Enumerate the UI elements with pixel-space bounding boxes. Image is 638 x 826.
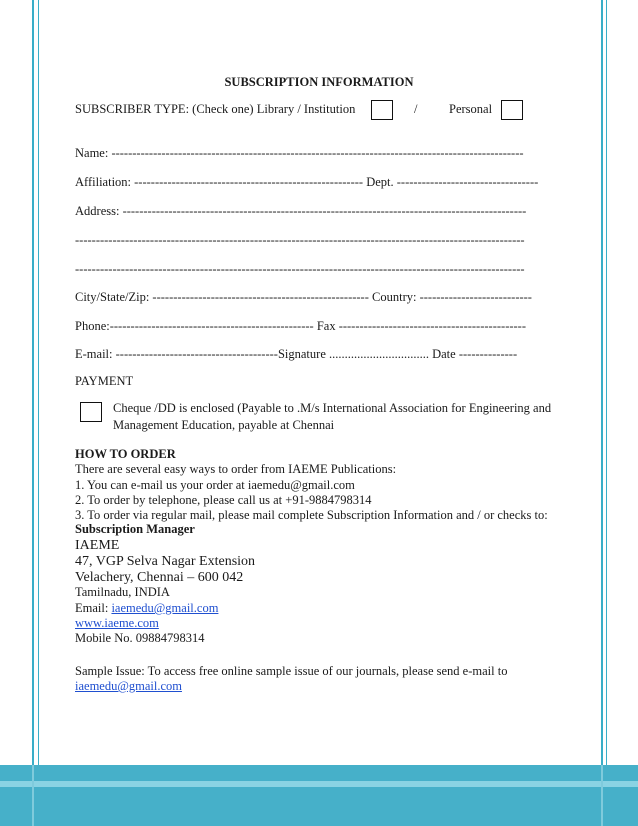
website-link[interactable]: www.iaeme.com [75,616,159,630]
city-country-field[interactable]: City/State/Zip: ---------------------------------------------------- Country: --------------------------- [75,290,532,304]
payment-line-1: Cheque /DD is enclosed (Payable to .M/s International Association for Engineering and [113,401,552,415]
phone-fax-field[interactable]: Phone:------------------------------------------------- Fax --------------------------------------------- [75,319,527,333]
left-border-rule [32,0,34,765]
subscriber-type-slash: / [414,102,418,116]
affiliation-field[interactable]: Affiliation: ------------------------------------------------------- Dept. ---------------------------------- [75,175,539,189]
org-name: IAEME [75,538,120,553]
personal-checkbox[interactable] [501,100,523,120]
email-label: Email: [75,601,112,615]
footer-stripe [0,781,638,787]
payment-line-2: Management Education, payable at Chennai [113,418,335,432]
state-country: Tamilnadu, INDIA [75,585,170,599]
right-border-rule [601,0,603,765]
sample-email-link[interactable]: iaemedu@gmail.com [75,679,182,693]
email-link[interactable]: iaemedu@gmail.com [111,601,219,615]
right-border-rule-inner [606,0,607,765]
address-line-3[interactable]: ------------------------------------------------------------------------------------------------------------ [75,262,525,276]
institution-checkbox[interactable] [371,100,393,120]
order-step-3: 3. To order via regular mail, please mail complete Subscription Information and / or checks to: [75,508,548,522]
city-address: Velachery, Chennai – 600 042 [75,570,244,585]
address-field[interactable]: Address: ------------------------------------------------------------------------------------------------- [75,204,527,218]
how-to-order-intro: There are several easy ways to order from IAEME Publications: [75,462,397,476]
mobile-number: Mobile No. 09884798314 [75,631,205,645]
email-signature-date-field[interactable]: E-mail: ---------------------------------------Signature ................................ Date -------------- [75,347,518,361]
how-to-order-heading: HOW TO ORDER [75,447,176,461]
order-step-1: 1. You can e-mail us your order at iaemedu@gmail.com [75,478,355,492]
street-address: 47, VGP Selva Nagar Extension [75,554,256,569]
email-line [75,600,218,616]
footer-right-rule [601,765,603,826]
name-field[interactable]: Name: --------------------------------------------------------------------------------------------------- [75,146,524,160]
subscriber-type-label: SUBSCRIBER TYPE: (Check one) Library / Institution [75,102,356,116]
footer-left-rule [32,765,34,826]
order-step-2: 2. To order by telephone, please call us at +91-9884798314 [75,493,372,507]
footer-band [0,765,638,826]
sample-issue-text: Sample Issue: To access free online sample issue of our journals, please send e-mail to [75,664,508,678]
page-title: SUBSCRIPTION INFORMATION [224,75,414,89]
personal-label: Personal [449,102,493,116]
cheque-checkbox[interactable] [80,402,102,422]
subscription-manager-label: Subscription Manager [75,522,195,536]
address-line-2[interactable]: ------------------------------------------------------------------------------------------------------------ [75,233,525,247]
payment-heading: PAYMENT [75,374,134,388]
left-border-rule-inner [38,0,39,765]
